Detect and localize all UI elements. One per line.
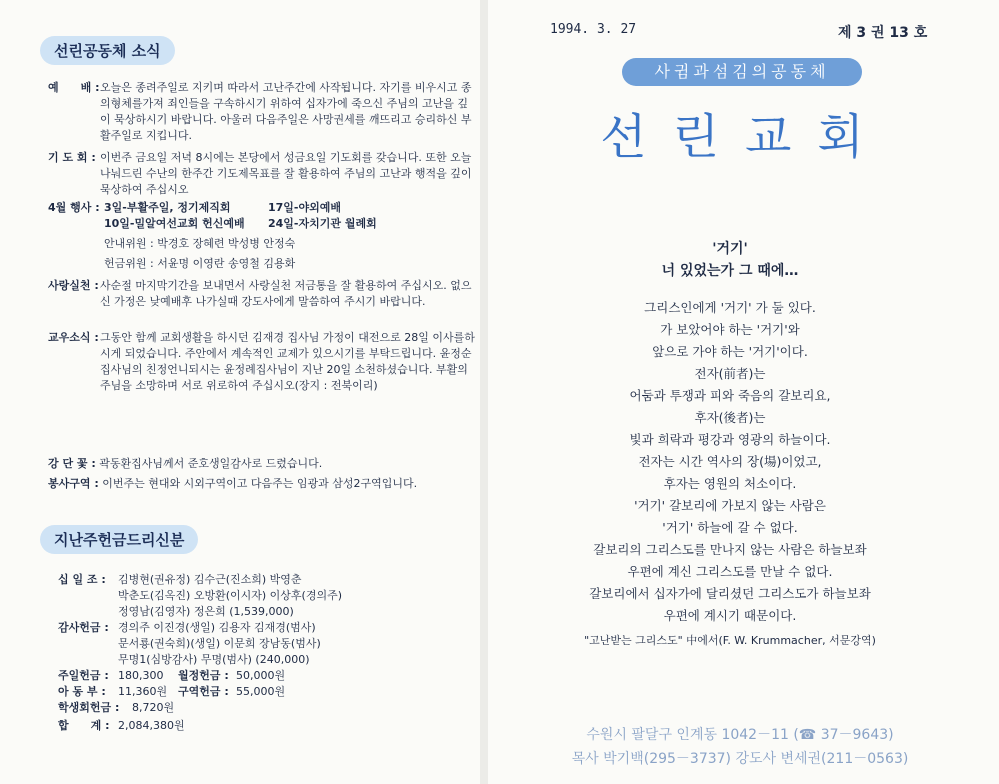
monthly-label: 월정헌금 : <box>178 669 229 682</box>
child-value: 11,360원 <box>118 685 168 698</box>
april-event-1: 3일-부활주일, 정기제직회 <box>104 201 231 214</box>
poem-line: '거기' 하늘에 갈 수 없다. <box>662 520 798 535</box>
tithe-line-1: 김병현(권유정) 김수근(진소희) 박영춘 <box>118 573 302 586</box>
total-label: 합 계 : <box>58 719 110 732</box>
thanks-line-2: 문서룡(권숙희)(생일) 이문희 장남동(범사) <box>118 637 321 650</box>
poem-line: 어둠과 투쟁과 피와 죽음의 갈보리요, <box>629 388 831 403</box>
member-news-label: 교우소식 : <box>48 331 99 344</box>
community-banner: 사귐과섬김의공동체 <box>622 58 862 86</box>
offering-committee: 헌금위원 : 서윤명 이영란 송영철 김용화 <box>104 257 296 270</box>
flowers-text: 곽동환집사님께서 준호생일감사로 드렸습니다. <box>99 457 323 470</box>
monthly-value: 50,000원 <box>236 669 286 682</box>
poem-line: '거기' 갈보리에 가보지 않는 사람은 <box>634 498 826 513</box>
student-value: 8,720원 <box>132 701 175 714</box>
tithe-line-2: 박춘도(김옥진) 오방환(이시자) 이상후(경의주) <box>118 589 343 602</box>
poem-line: 우편에 계시기 때문이다. <box>663 608 797 623</box>
news-section-title: 선린공동체 소식 <box>40 36 175 65</box>
poem-line: 우편에 계신 그리스도를 만날 수 없다. <box>627 564 833 579</box>
thanks-label: 감사헌금 : <box>58 621 109 634</box>
zone-label: 구역헌금 : <box>178 685 229 698</box>
service-zone-row <box>48 476 417 492</box>
offering-section-title: 지난주헌금드리신분 <box>40 525 198 554</box>
flowers-row <box>48 456 322 472</box>
poem-title: '거기' <box>712 241 748 257</box>
tithe-label: 십 일 조 : <box>58 573 106 586</box>
april-label: 4월 행사 : <box>48 201 100 214</box>
april-event-4: 24일-자치기관 월례회 <box>268 217 377 230</box>
member-news-entry <box>48 330 478 394</box>
poem-source: "고난받는 그리스도" 中에서(F. W. Krummacher, 서문강역) <box>584 634 876 647</box>
poem-line: 그리스인에게 '거기' 가 둘 있다. <box>644 300 816 315</box>
service-zone-label: 봉사구역 : <box>48 477 99 490</box>
tithe-line-3: 정영남(김영자) 정은희 (1,539,000) <box>118 605 294 618</box>
poem-line: 갈보리에서 십자가에 달리셨던 그리스도가 하늘보좌 <box>589 586 871 601</box>
issue-number: 제 3 권 13 호 <box>838 25 928 41</box>
love-practice-text: 사순절 마지막기간을 보내면서 사랑실천 저금통을 잘 활용하여 주십시오. 없으신 가정은 낮예배후 나가실때 강도사에게 말씀하여 주시기 바랍니다. <box>100 279 472 308</box>
april-event-3: 10일-밀알여선교회 헌신예배 <box>104 217 245 230</box>
church-address: 수원시 팔달구 인계동 1042－11 (☎ 37－9643) <box>586 727 894 743</box>
poem-line: 전자는 시간 역사의 장(場)이었고, <box>638 454 822 469</box>
poem-line: 앞으로 가야 하는 '거기'이다. <box>652 344 808 359</box>
page-fold <box>480 0 488 784</box>
worship-label: 예 배 : <box>48 81 100 94</box>
child-label: 아 동 부 : <box>58 685 106 698</box>
sunday-label: 주일헌금 : <box>58 669 109 682</box>
pastor-info: 목사 박기백(295－3737) 강도사 변세권(211－0563) <box>571 751 909 767</box>
worship-entry <box>48 80 478 144</box>
worship-text: 오늘은 종려주일로 지키며 따라서 고난주간에 사작됩니다. 자기를 비우시고 종의형체를가져 죄인들을 구속하시기 위하여 십자가에 죽으신 주님의 고난을 깊이 묵상하시기 바랍니다. 아울러 다음주일은 사망권세를 깨뜨리고 승리하신 부활주일로 지킵니다. <box>100 81 472 142</box>
poem-line: 갈보리의 그리스도를 만나지 않는 사람은 하늘보좌 <box>593 542 867 557</box>
poem-subtitle: 너 있었는가 그 때에… <box>661 263 799 279</box>
poem-line: 후자(後者)는 <box>694 410 766 425</box>
poem-line: 후자는 영원의 처소이다. <box>663 476 797 491</box>
thanks-line-1: 경의주 이진경(생일) 김용자 김재경(범사) <box>118 621 316 634</box>
love-practice-label: 사랑실천 : <box>48 279 99 292</box>
church-name: 선린교회 <box>600 109 890 165</box>
poem-line: 빛과 희락과 평강과 영광의 하늘이다. <box>629 432 831 447</box>
poem-line: 전자(前者)는 <box>694 366 766 381</box>
love-practice-entry <box>48 278 478 310</box>
april-event-2: 17일-야외예배 <box>268 201 342 214</box>
flowers-label: 강 단 꽃 : <box>48 457 96 470</box>
total-value: 2,084,380원 <box>118 719 185 732</box>
poem-line: 가 보았어야 하는 '거기'와 <box>660 322 800 337</box>
zone-value: 55,000원 <box>236 685 286 698</box>
thanks-line-3: 무명1(심방감사) 무명(범사) (240,000) <box>118 653 310 666</box>
prayer-label: 기 도 회 : <box>48 151 96 164</box>
bulletin-date: 1994. 3. 27 <box>550 22 637 37</box>
sunday-value: 180,300 <box>118 669 164 682</box>
guide-committee: 안내위원 : 박경호 장혜련 박성병 안정숙 <box>104 237 296 250</box>
student-label: 학생회헌금 : <box>58 701 120 714</box>
prayer-entry <box>48 150 478 198</box>
member-news-text: 그동안 함께 교회생활을 하시던 김재경 집사님 가정이 대전으로 28일 이사를하시게 되었습니다. 주안에서 계속적인 교제가 있으시기를 부탁드립니다. 윤정순집사님의 친정언니되시는 윤정례집사님이 지난 20일 소천하셨습니다. 부활의 주님을 소망하며 서로 위로하여 주십시오(장지 : 전북이리) <box>100 331 475 392</box>
prayer-text: 이번주 금요일 저녁 8시에는 본당에서 성금요일 기도회를 갖습니다. 또한 오늘 나눠드린 수난의 한주간 기도제목표를 잘 활용하여 주님의 고난과 행적을 깊이 묵상하여 주십시오 <box>100 151 472 196</box>
service-zone-text: 이번주는 현대와 시외구역이고 다음주는 임광과 삼성2구역입니다. <box>102 477 418 490</box>
